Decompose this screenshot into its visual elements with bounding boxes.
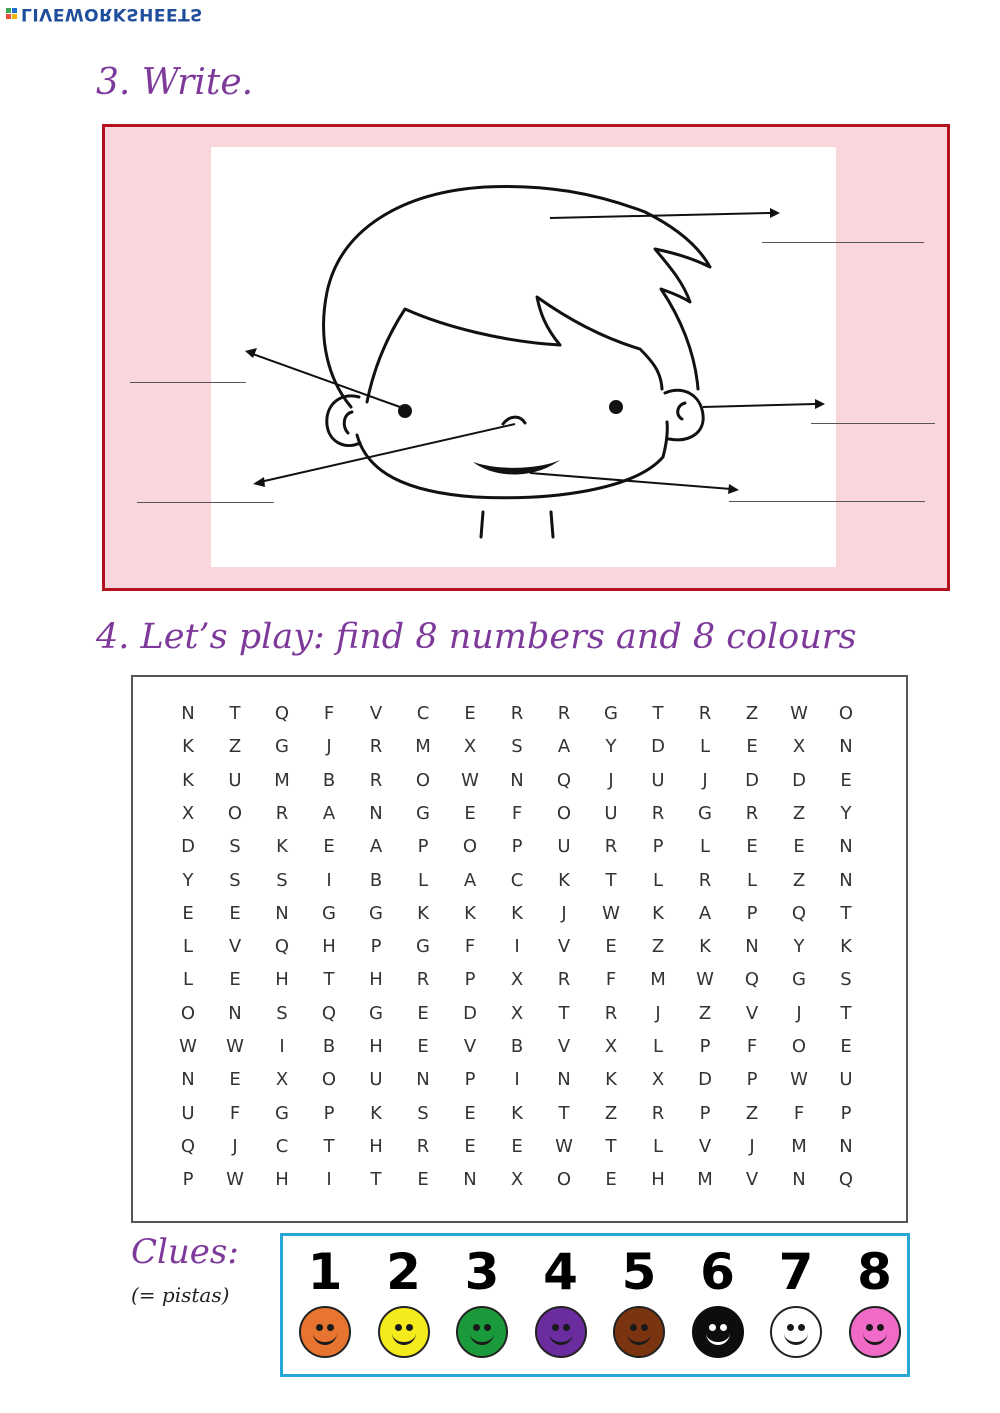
grid-letter[interactable]: Z: [228, 736, 242, 758]
grid-letter[interactable]: B: [322, 1036, 336, 1057]
grid-letter[interactable]: E: [464, 1135, 476, 1157]
grid-letter[interactable]: R: [698, 869, 712, 891]
right-ear-inner: [678, 403, 685, 419]
grid-letter[interactable]: O: [556, 1169, 572, 1191]
smiley-face-icon: [456, 1306, 508, 1358]
smiley-mouth: [784, 1328, 808, 1345]
grid-letter[interactable]: K: [370, 1102, 382, 1124]
grid-letter[interactable]: D: [651, 736, 665, 758]
grid-letter[interactable]: Z: [792, 802, 806, 824]
grid-letter[interactable]: E: [746, 836, 758, 858]
grid-letter[interactable]: P: [746, 902, 758, 924]
grid-letter[interactable]: R: [651, 1102, 665, 1124]
arrowhead-icon: [253, 477, 265, 487]
grid-letter[interactable]: K: [652, 902, 664, 924]
grid-letter[interactable]: H: [369, 1135, 383, 1157]
nose: [503, 417, 525, 424]
brand-mark-icon: [6, 9, 17, 20]
grid-letter[interactable]: U: [557, 836, 571, 858]
grid-letter[interactable]: X: [510, 1169, 524, 1191]
grid-letter[interactable]: U: [181, 1102, 195, 1124]
grid-letter[interactable]: R: [416, 969, 430, 991]
grid-letter[interactable]: S: [276, 1002, 288, 1024]
smiley-mouth: [706, 1328, 730, 1345]
grid-letter[interactable]: X: [510, 1002, 524, 1024]
grid-letter[interactable]: R: [557, 969, 571, 991]
grid-letter[interactable]: V: [228, 936, 242, 958]
clue-item: [604, 1236, 674, 1374]
smiley-mouth: [392, 1328, 416, 1345]
grid-letter[interactable]: O: [180, 1002, 196, 1024]
grid-letter[interactable]: W: [179, 1036, 197, 1057]
grid-letter[interactable]: V: [557, 936, 571, 958]
grid-letter[interactable]: L: [182, 936, 194, 958]
grid-letter[interactable]: I: [326, 869, 332, 891]
grid-letter[interactable]: L: [699, 836, 711, 858]
answer-line-hair[interactable]: [762, 242, 924, 243]
grid-letter[interactable]: H: [651, 1169, 665, 1191]
grid-letter[interactable]: W: [602, 902, 620, 924]
smiley-face-icon: [299, 1306, 351, 1358]
grid-letter[interactable]: R: [651, 802, 665, 824]
grid-letter[interactable]: C: [416, 703, 430, 724]
grid-letter[interactable]: N: [792, 1169, 806, 1191]
grid-letter[interactable]: E: [464, 703, 476, 724]
grid-letter[interactable]: N: [839, 836, 853, 858]
grid-letter[interactable]: I: [326, 1169, 332, 1191]
grid-letter[interactable]: H: [322, 936, 336, 958]
grid-letter[interactable]: X: [275, 1069, 289, 1091]
arrowhead-icon: [245, 348, 257, 358]
grid-letter[interactable]: A: [463, 869, 477, 891]
grid-letter[interactable]: N: [369, 802, 383, 824]
section-3-title: 3. Write.: [96, 62, 254, 103]
grid-letter[interactable]: V: [745, 1169, 759, 1191]
grid-letter[interactable]: D: [698, 1069, 712, 1091]
smiley-mouth: [313, 1328, 337, 1345]
grid-letter[interactable]: K: [417, 902, 429, 924]
grid-letter[interactable]: E: [746, 736, 758, 758]
grid-letter[interactable]: N: [416, 1069, 430, 1091]
clues-panel: [280, 1233, 910, 1377]
grid-letter[interactable]: K: [276, 836, 288, 858]
smiley-mouth: [863, 1328, 887, 1345]
grid-letter[interactable]: Q: [791, 902, 807, 924]
grid-letter[interactable]: L: [652, 1036, 664, 1057]
grid-letter[interactable]: I: [514, 936, 520, 958]
grid-letter[interactable]: W: [790, 703, 808, 724]
grid-letter[interactable]: C: [275, 1135, 289, 1157]
grid-letter[interactable]: Q: [274, 703, 290, 724]
grid-letter[interactable]: M: [791, 1135, 807, 1157]
grid-letter[interactable]: F: [793, 1102, 805, 1124]
grid-letter[interactable]: X: [463, 736, 477, 758]
answer-line-ear[interactable]: [811, 423, 935, 424]
grid-letter[interactable]: P: [464, 1069, 476, 1091]
grid-letter[interactable]: N: [839, 1135, 853, 1157]
grid-letter[interactable]: E: [417, 1002, 429, 1024]
grid-letter[interactable]: X: [792, 736, 806, 758]
grid-letter[interactable]: T: [605, 869, 617, 891]
clue-number: 4: [543, 1243, 578, 1301]
grid-letter[interactable]: P: [840, 1102, 852, 1124]
grid-letter[interactable]: Y: [840, 802, 852, 824]
grid-letter[interactable]: Z: [792, 869, 806, 891]
grid-letter[interactable]: S: [511, 736, 523, 758]
grid-letter[interactable]: G: [369, 902, 383, 924]
grid-letter[interactable]: D: [181, 836, 195, 858]
grid-letter[interactable]: M: [415, 736, 431, 758]
grid-letter[interactable]: Y: [793, 936, 805, 958]
arrowhead-icon: [770, 208, 780, 218]
brand-square: [12, 15, 17, 20]
grid-letter[interactable]: Y: [182, 869, 194, 891]
grid-letter[interactable]: K: [558, 869, 570, 891]
grid-letter[interactable]: M: [274, 769, 290, 791]
grid-letter[interactable]: N: [839, 869, 853, 891]
answer-line-eye[interactable]: [130, 382, 246, 383]
grid-letter[interactable]: E: [417, 1036, 429, 1057]
clue-item: [683, 1236, 753, 1374]
grid-letter[interactable]: K: [182, 769, 194, 791]
grid-letter[interactable]: L: [182, 969, 194, 991]
grid-letter[interactable]: D: [745, 769, 759, 791]
grid-letter[interactable]: H: [369, 969, 383, 991]
grid-letter[interactable]: C: [510, 869, 524, 891]
grid-letter[interactable]: U: [604, 802, 618, 824]
arrow-mouth: [530, 473, 731, 489]
grid-letter[interactable]: O: [462, 836, 478, 858]
smiley-face-icon: [535, 1306, 587, 1358]
grid-letter[interactable]: Q: [321, 1002, 337, 1024]
grid-letter[interactable]: N: [181, 703, 195, 724]
grid-letter[interactable]: Q: [838, 1169, 854, 1191]
grid-letter[interactable]: G: [369, 1002, 383, 1024]
grid-letter[interactable]: T: [323, 969, 335, 991]
grid-letter[interactable]: J: [561, 902, 567, 924]
grid-letter[interactable]: P: [182, 1169, 194, 1191]
grid-letter[interactable]: V: [698, 1135, 712, 1157]
grid-letter[interactable]: F: [323, 703, 335, 724]
grid-letter[interactable]: N: [275, 902, 289, 924]
grid-letter[interactable]: E: [417, 1169, 429, 1191]
grid-letter[interactable]: X: [604, 1036, 618, 1057]
clue-number: 2: [386, 1243, 421, 1301]
grid-letter[interactable]: H: [369, 1036, 383, 1057]
arrowhead-icon: [815, 399, 825, 409]
brand-square: [6, 15, 11, 20]
grid-letter[interactable]: T: [558, 1002, 570, 1024]
grid-letter[interactable]: K: [840, 936, 852, 958]
grid-letter[interactable]: N: [839, 736, 853, 758]
grid-letter[interactable]: W: [226, 1036, 244, 1057]
smiley-face-icon: [378, 1306, 430, 1358]
grid-letter[interactable]: K: [605, 1069, 617, 1091]
grid-letter[interactable]: L: [746, 869, 758, 891]
grid-letter[interactable]: N: [181, 1069, 195, 1091]
grid-letter[interactable]: T: [370, 1169, 382, 1191]
grid-letter[interactable]: W: [555, 1135, 573, 1157]
clue-number: 7: [778, 1243, 814, 1301]
grid-letter[interactable]: R: [557, 703, 571, 724]
grid-letter[interactable]: K: [511, 1102, 523, 1124]
grid-letter[interactable]: L: [652, 1135, 664, 1157]
brand-square: [12, 9, 17, 14]
grid-letter[interactable]: P: [370, 936, 382, 958]
grid-letter[interactable]: B: [510, 1036, 524, 1057]
grid-letter[interactable]: W: [226, 1169, 244, 1191]
grid-letter[interactable]: R: [369, 736, 383, 758]
grid-letter[interactable]: J: [232, 1135, 238, 1157]
grid-letter[interactable]: M: [650, 969, 666, 991]
grid-letter[interactable]: X: [510, 969, 524, 991]
grid-letter[interactable]: M: [697, 1169, 713, 1191]
brand-square: [6, 9, 11, 14]
grid-letter[interactable]: H: [275, 969, 289, 991]
grid-letter[interactable]: Q: [744, 969, 760, 991]
grid-letter[interactable]: N: [745, 936, 759, 958]
arrow-ear: [703, 404, 815, 407]
face-labeling-panel: [102, 124, 950, 591]
grid-letter[interactable]: R: [698, 703, 712, 724]
grid-letter[interactable]: P: [323, 1102, 335, 1124]
clues-subtitle: (= pistas): [131, 1283, 230, 1307]
grid-letter[interactable]: O: [415, 769, 431, 791]
grid-letter[interactable]: F: [464, 936, 476, 958]
grid-letter[interactable]: E: [464, 1102, 476, 1124]
clue-number: 1: [307, 1243, 343, 1301]
grid-letter[interactable]: P: [699, 1102, 711, 1124]
grid-letter[interactable]: F: [229, 1102, 241, 1124]
grid-letter[interactable]: G: [698, 802, 712, 824]
arrowhead-icon: [728, 484, 739, 494]
grid-letter[interactable]: A: [369, 836, 383, 858]
clue-item: [840, 1236, 910, 1374]
grid-letter[interactable]: J: [702, 769, 708, 791]
grid-letter[interactable]: N: [463, 1169, 477, 1191]
grid-letter[interactable]: P: [652, 836, 664, 858]
fringe-outline: [367, 297, 662, 402]
grid-letter[interactable]: E: [840, 1036, 852, 1057]
grid-letter[interactable]: E: [605, 1169, 617, 1191]
grid-letter[interactable]: T: [652, 703, 664, 724]
grid-letter[interactable]: L: [417, 869, 429, 891]
grid-letter[interactable]: V: [463, 1036, 477, 1057]
clue-item: [761, 1236, 831, 1374]
grid-letter[interactable]: L: [652, 869, 664, 891]
grid-letter[interactable]: E: [605, 936, 617, 958]
grid-letter[interactable]: F: [746, 1036, 758, 1057]
grid-letter[interactable]: E: [511, 1135, 523, 1157]
grid-letter[interactable]: O: [838, 703, 854, 724]
grid-letter[interactable]: X: [651, 1069, 665, 1091]
grid-letter[interactable]: D: [792, 769, 806, 791]
grid-letter[interactable]: U: [651, 769, 665, 791]
grid-letter[interactable]: O: [227, 802, 243, 824]
smiley-face-icon: [613, 1306, 665, 1358]
hair-outline: [324, 186, 710, 407]
grid-letter[interactable]: T: [840, 1002, 852, 1024]
grid-letter[interactable]: L: [699, 736, 711, 758]
grid-letter[interactable]: E: [229, 1069, 241, 1091]
grid-letter[interactable]: Z: [698, 1002, 712, 1024]
grid-letter[interactable]: N: [228, 1002, 242, 1024]
grid-letter[interactable]: F: [511, 802, 523, 824]
grid-letter[interactable]: R: [604, 836, 618, 858]
grid-letter[interactable]: N: [557, 1069, 571, 1091]
clue-item: [290, 1236, 360, 1374]
grid-letter[interactable]: V: [745, 1002, 759, 1024]
grid-letter[interactable]: T: [323, 1135, 335, 1157]
mouth: [473, 460, 560, 475]
word-search-grid: [131, 675, 908, 1223]
grid-letter[interactable]: P: [417, 836, 429, 858]
grid-letter[interactable]: E: [793, 836, 805, 858]
answer-line-mouth[interactable]: [729, 501, 925, 502]
grid-letter[interactable]: G: [792, 969, 806, 991]
grid-letter[interactable]: A: [322, 802, 336, 824]
grid-letter[interactable]: U: [369, 1069, 383, 1091]
brand-name: LIVEWORKSHEETS: [21, 4, 203, 24]
grid-letter[interactable]: S: [417, 1102, 429, 1124]
grid-letter[interactable]: B: [369, 869, 383, 891]
grid-letter[interactable]: G: [275, 736, 289, 758]
grid-letter[interactable]: W: [461, 769, 479, 791]
grid-letter[interactable]: F: [605, 969, 617, 991]
grid-letter[interactable]: S: [229, 836, 241, 858]
grid-letter[interactable]: K: [464, 902, 476, 924]
grid-letter[interactable]: V: [369, 703, 383, 724]
grid-letter[interactable]: O: [321, 1069, 337, 1091]
grid-letter[interactable]: A: [698, 902, 712, 924]
grid-letter[interactable]: T: [229, 703, 241, 724]
grid-letter[interactable]: X: [181, 802, 195, 824]
grid-letter[interactable]: P: [699, 1036, 711, 1057]
grid-letter[interactable]: I: [514, 1069, 520, 1091]
grid-letter[interactable]: J: [608, 769, 614, 791]
grid-letter[interactable]: T: [840, 902, 852, 924]
grid-letter[interactable]: E: [323, 836, 335, 858]
grid-letter[interactable]: Q: [274, 936, 290, 958]
clue-number: 6: [700, 1243, 735, 1301]
grid-letter[interactable]: Z: [651, 936, 665, 958]
grid-letter[interactable]: J: [796, 1002, 802, 1024]
smiley-mouth: [470, 1328, 494, 1345]
grid-letter[interactable]: Z: [745, 1102, 759, 1124]
grid-letter[interactable]: S: [276, 869, 288, 891]
grid-letter[interactable]: W: [696, 969, 714, 991]
grid-letter[interactable]: A: [557, 736, 571, 758]
neck-left: [481, 512, 483, 537]
grid-letter[interactable]: K: [511, 902, 523, 924]
grid-letter[interactable]: Q: [556, 769, 572, 791]
clues-title: Clues:: [131, 1232, 239, 1272]
grid-letter[interactable]: P: [511, 836, 523, 858]
grid-letter[interactable]: Z: [745, 703, 759, 724]
grid-letter[interactable]: T: [558, 1102, 570, 1124]
smiley-face-icon: [849, 1306, 901, 1358]
grid-letter[interactable]: G: [604, 703, 618, 724]
smiley-face-icon: [770, 1306, 822, 1358]
left-ear-inner: [344, 412, 352, 433]
grid-letter[interactable]: P: [746, 1069, 758, 1091]
grid-letter[interactable]: G: [275, 1102, 289, 1124]
grid-letter[interactable]: K: [182, 736, 194, 758]
answer-line-nose[interactable]: [137, 502, 274, 503]
grid-letter[interactable]: S: [229, 869, 241, 891]
grid-letter[interactable]: E: [229, 969, 241, 991]
grid-letter[interactable]: R: [510, 703, 524, 724]
right-ear: [665, 390, 703, 440]
grid-letter[interactable]: J: [749, 1135, 755, 1157]
grid-letter[interactable]: T: [605, 1135, 617, 1157]
grid-letter[interactable]: R: [745, 802, 759, 824]
smiley-mouth: [549, 1328, 573, 1345]
grid-letter[interactable]: I: [279, 1036, 285, 1057]
smiley-mouth: [627, 1328, 651, 1345]
right-eye: [609, 400, 623, 414]
clue-item: [526, 1236, 596, 1374]
arrow-hair: [550, 213, 770, 218]
grid-letter[interactable]: Z: [604, 1102, 618, 1124]
grid-letter[interactable]: U: [839, 1069, 853, 1091]
grid-letter[interactable]: G: [416, 802, 430, 824]
grid-letter[interactable]: V: [557, 1036, 571, 1057]
grid-letter[interactable]: R: [275, 802, 289, 824]
section-4-title: 4. Let’s play: find 8 numbers and 8 colours: [96, 617, 857, 657]
grid-letter[interactable]: N: [510, 769, 524, 791]
smiley-face-icon: [692, 1306, 744, 1358]
grid-letter[interactable]: H: [275, 1169, 289, 1191]
grid-letter[interactable]: W: [790, 1069, 808, 1091]
jaw-outline: [357, 422, 667, 498]
grid-letter[interactable]: E: [464, 802, 476, 824]
grid-letter[interactable]: J: [655, 1002, 661, 1024]
grid-letter[interactable]: J: [326, 736, 332, 758]
clue-item: [369, 1236, 439, 1374]
clue-number: 8: [857, 1243, 892, 1301]
clue-number: 3: [464, 1243, 500, 1301]
clue-number: 5: [621, 1243, 657, 1301]
grid-letter[interactable]: R: [604, 1002, 618, 1024]
grid-letter[interactable]: E: [182, 902, 194, 924]
grid-letter[interactable]: Y: [605, 736, 617, 758]
grid-letter[interactable]: U: [228, 769, 242, 791]
neck-right: [551, 512, 553, 537]
grid-letter[interactable]: E: [229, 902, 241, 924]
grid-letter[interactable]: D: [463, 1002, 477, 1024]
boy-face-illustration: [105, 127, 947, 588]
grid-letter[interactable]: G: [416, 936, 430, 958]
grid-letter[interactable]: B: [322, 769, 336, 791]
grid-letter[interactable]: G: [322, 902, 336, 924]
clue-item: [447, 1236, 517, 1374]
grid-letter[interactable]: Q: [180, 1135, 196, 1157]
grid-letter[interactable]: K: [699, 936, 711, 958]
brand-logo: [6, 4, 203, 24]
grid-letter[interactable]: O: [556, 802, 572, 824]
grid-letter[interactable]: O: [791, 1036, 807, 1057]
grid-letter[interactable]: S: [840, 969, 852, 991]
grid-letter[interactable]: P: [464, 969, 476, 991]
grid-letter[interactable]: R: [416, 1135, 430, 1157]
grid-letter[interactable]: E: [840, 769, 852, 791]
grid-letter[interactable]: R: [369, 769, 383, 791]
